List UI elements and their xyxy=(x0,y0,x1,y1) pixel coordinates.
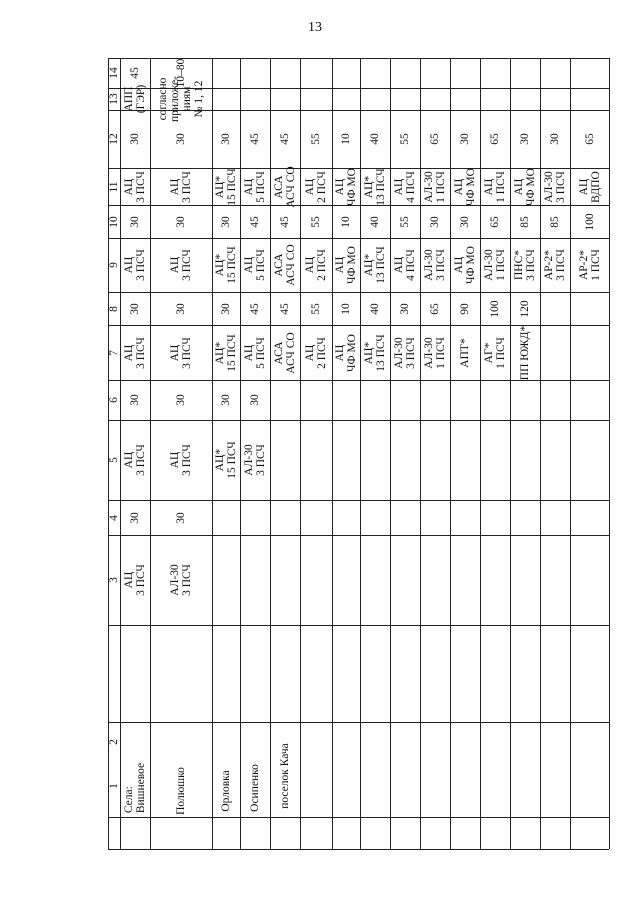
row-12-col-12-text: 65 xyxy=(489,133,501,145)
row-13-col-11-text: АЦ ЧФ МО xyxy=(513,167,537,206)
row-12-col-11-text: АЦ 1 ПСЧ xyxy=(483,170,507,203)
row-1-col-10-text: 30 xyxy=(129,215,141,228)
row-4-col-2-text: Осипенко xyxy=(249,764,261,813)
row-3-col-8-text: 30 xyxy=(220,302,232,315)
row-9-col-12-text: 55 xyxy=(399,133,411,145)
row-1-col-13-text: АПП (ГЭР) xyxy=(123,84,147,114)
grid-line xyxy=(108,625,609,626)
grid-line xyxy=(108,849,609,850)
row-13-col-7-text: ПП ЮЖД* xyxy=(519,325,531,380)
grid-line xyxy=(450,58,451,849)
row-8-col-7-text: АЦ* 13 ПСЧ xyxy=(363,333,387,372)
page-number: 13 xyxy=(308,20,322,35)
row-8-col-11-text: АЦ* 13 ПСЧ xyxy=(363,167,387,206)
grid-line xyxy=(120,58,121,849)
row-6-col-11-text: АЦ 2 ПСЧ xyxy=(304,170,328,203)
row-1-col-12-text: 30 xyxy=(129,133,141,145)
row-6-col-9-text: АЦ 2 ПСЧ xyxy=(304,249,328,281)
grid-line xyxy=(212,58,213,849)
row-2-col-14-text: 10–80 xyxy=(175,58,187,88)
row-2-col-7-text: АЦ 3 ПСЧ xyxy=(169,336,193,369)
grid-line xyxy=(510,58,511,849)
column-number-1-text: 1 xyxy=(108,782,120,789)
grid-line xyxy=(609,58,610,849)
row-5-col-11-text: АСА АСЧ СО xyxy=(273,165,297,208)
row-10-col-8-text: 65 xyxy=(429,302,441,315)
row-7-col-8-text: 10 xyxy=(340,302,352,315)
row-9-col-10-text: 55 xyxy=(399,215,411,228)
row-2-col-3-text: АЛ-30 3 ПСЧ xyxy=(169,564,193,596)
grid-line xyxy=(540,58,541,849)
row-2-col-4-text: 30 xyxy=(175,511,187,524)
row-6-col-10-text: 55 xyxy=(310,215,322,228)
column-number-5-text: 5 xyxy=(108,457,120,463)
row-1-col-7-text: АЦ 3 ПСЧ xyxy=(123,336,147,369)
row-13-col-12-text: 30 xyxy=(519,133,531,145)
row-14-col-10-text: 85 xyxy=(549,215,561,228)
row-3-col-5-text: АЦ* 15 ПСЧ xyxy=(214,441,238,479)
row-5-col-9-text: АСА АСЧ СО xyxy=(273,244,297,286)
row-3-col-12-text: 30 xyxy=(220,133,232,145)
column-number-6-text: 6 xyxy=(108,397,120,403)
row-11-col-8-text: 90 xyxy=(459,302,471,315)
row-11-col-12-text: 30 xyxy=(459,133,471,145)
row-3-col-6-text: 30 xyxy=(220,394,232,406)
row-10-col-11-text: АЛ-30 1 ПСЧ xyxy=(423,170,447,203)
row-7-col-7-text: АЦ ЧФ МО xyxy=(334,333,358,372)
grid-line xyxy=(108,58,109,849)
row-2-col-5-text: АЦ 3 ПСЧ xyxy=(169,444,193,476)
grid-line xyxy=(240,58,241,849)
row-5-col-12-text: 45 xyxy=(279,133,291,145)
row-13-col-9-text: ПНС* 3 ПСЧ xyxy=(513,249,537,281)
row-5-col-10-text: 45 xyxy=(279,215,291,228)
column-number-7-text: 7 xyxy=(108,349,120,356)
row-1-col-8-text: 30 xyxy=(129,302,141,315)
row-2-col-13-text: согласно приложе- ниям № 1, 12 xyxy=(157,76,205,122)
column-number-4-text: 4 xyxy=(108,514,120,521)
row-2-col-10-text: 30 xyxy=(175,215,187,228)
grid-line xyxy=(108,292,609,293)
grid-line xyxy=(108,817,609,818)
grid-line xyxy=(108,380,609,381)
row-6-col-7-text: АЦ 2 ПСЧ xyxy=(304,336,328,369)
grid-line xyxy=(300,58,301,849)
column-number-9-text: 9 xyxy=(108,262,120,268)
row-9-col-11-text: АЦ 4 ПСЧ xyxy=(393,170,417,203)
row-8-col-8-text: 40 xyxy=(369,302,381,315)
row-2-col-6-text: 30 xyxy=(175,394,187,406)
row-1-col-9-text: АЦ 3 ПСЧ xyxy=(123,249,147,281)
row-9-col-7-text: АЛ-30 3 ПСЧ xyxy=(393,336,417,369)
row-14-col-12-text: 30 xyxy=(549,133,561,145)
row-1-col-11-text: АЦ 3 ПСЧ xyxy=(123,170,147,203)
grid-line xyxy=(420,58,421,849)
column-number-11-text: 11 xyxy=(108,180,120,193)
row-4-col-6-text: 30 xyxy=(249,394,261,406)
row-4-col-11-text: АЦ 5 ПСЧ xyxy=(243,170,267,203)
row-5-col-2-text: поселок Кача xyxy=(279,743,291,809)
row-8-col-12-text: 40 xyxy=(369,133,381,145)
column-number-10-text: 10 xyxy=(108,215,120,228)
column-number-14-text: 14 xyxy=(108,67,120,79)
row-15-col-9-text: АР-2* 1 ПСЧ xyxy=(577,249,602,281)
row-4-col-12-text: 45 xyxy=(249,133,261,145)
row-8-col-10-text: 40 xyxy=(369,215,381,228)
grid-line xyxy=(360,58,361,849)
row-10-col-7-text: АЛ-30 1 ПСЧ xyxy=(423,336,447,369)
row-10-col-12-text: 65 xyxy=(429,133,441,145)
row-2-col-11-text: АЦ 3 ПСЧ xyxy=(169,170,193,203)
row-7-col-10-text: 10 xyxy=(340,215,352,228)
grid-line xyxy=(480,58,481,849)
row-15-col-12-text: 65 xyxy=(583,133,596,145)
row-15-col-11-text: АЦ ВДПО xyxy=(577,170,602,203)
column-number-3-text: 3 xyxy=(108,577,120,583)
row-4-col-10-text: 45 xyxy=(249,215,261,228)
row-2-col-8-text: 30 xyxy=(175,302,187,315)
grid-line xyxy=(108,722,609,723)
row-12-col-8-text: 100 xyxy=(489,299,501,318)
row-12-col-9-text: АЛ-30 1 ПСЧ xyxy=(483,249,507,281)
row-5-col-8-text: 45 xyxy=(279,302,291,315)
row-11-col-9-text: АЦ ЧФ МО xyxy=(453,246,477,284)
row-2-col-9-text: АЦ 3 ПСЧ xyxy=(169,249,193,281)
row-7-col-11-text: АЦ ЧФ МО xyxy=(334,167,358,206)
row-1-col-2-text: Села: Вишневое xyxy=(123,763,147,814)
grid-line xyxy=(270,58,271,849)
row-13-col-8-text: 120 xyxy=(519,299,531,318)
row-1-col-3-text: АЦ 3 ПСЧ xyxy=(123,564,147,596)
row-3-col-10-text: 30 xyxy=(220,215,232,228)
row-3-col-2-text: Орловка xyxy=(220,770,232,812)
row-11-col-11-text: АЦ ЧФ МО xyxy=(453,167,477,206)
row-9-col-9-text: АЦ 4 ПСЧ xyxy=(393,249,417,281)
row-10-col-9-text: АЛ-30 3 ПСЧ xyxy=(423,249,447,281)
row-8-col-9-text: АЦ* 13 ПСЧ xyxy=(363,246,387,284)
column-number-2-text: 2 xyxy=(108,739,120,745)
grid-line xyxy=(108,500,609,501)
row-2-col-2-text: Полюшко xyxy=(175,767,187,816)
row-9-col-8-text: 30 xyxy=(399,302,411,315)
row-7-col-12-text: 10 xyxy=(340,133,352,145)
row-14-col-9-text: АР-2* 3 ПСЧ xyxy=(543,249,567,281)
row-12-col-7-text: АГ* 1 ПСЧ xyxy=(483,336,507,369)
row-1-col-14-text: 45 xyxy=(129,67,141,79)
row-6-col-8-text: 55 xyxy=(310,302,322,315)
row-3-col-7-text: АЦ* 15 ПСЧ xyxy=(214,333,238,372)
row-12-col-10-text: 65 xyxy=(489,215,501,228)
grid-line xyxy=(108,535,609,536)
grid-line xyxy=(108,420,609,421)
row-4-col-9-text: АЦ 5 ПСЧ xyxy=(243,249,267,281)
grid-line xyxy=(108,238,609,239)
row-6-col-12-text: 55 xyxy=(310,133,322,145)
row-1-col-5-text: АЦ 3 ПСЧ xyxy=(123,444,147,476)
column-number-13-text: 13 xyxy=(108,93,120,105)
row-5-col-7-text: АСА АСЧ СО xyxy=(273,331,297,374)
row-1-col-4-text: 30 xyxy=(129,511,141,524)
row-10-col-10-text: 30 xyxy=(429,215,441,228)
row-2-col-12-text: 30 xyxy=(175,133,187,145)
row-4-col-5-text: АЛ-30 3 ПСЧ xyxy=(243,444,267,476)
grid-line xyxy=(390,58,391,849)
column-number-12-text: 12 xyxy=(108,133,120,145)
grid-line xyxy=(150,58,151,849)
row-14-col-11-text: АЛ-30 3 ПСЧ xyxy=(543,170,567,203)
grid-line xyxy=(108,325,609,326)
row-4-col-7-text: АЦ 5 ПСЧ xyxy=(243,336,267,369)
row-1-col-6-text: 30 xyxy=(129,394,141,406)
grid-line xyxy=(570,58,571,849)
row-15-col-10-text: 100 xyxy=(583,212,596,231)
row-3-col-9-text: АЦ* 15 ПСЧ xyxy=(214,246,238,284)
row-3-col-11-text: АЦ* 15 ПСЧ xyxy=(214,167,238,206)
row-11-col-10-text: 30 xyxy=(459,215,471,228)
row-11-col-7-text: АПТ* xyxy=(459,337,471,368)
rotated-table xyxy=(108,58,609,849)
row-7-col-9-text: АЦ ЧФ МО xyxy=(334,246,358,284)
column-number-8-text: 8 xyxy=(108,305,120,312)
row-4-col-8-text: 45 xyxy=(249,302,261,315)
grid-line xyxy=(332,58,333,849)
row-13-col-10-text: 85 xyxy=(519,215,531,228)
